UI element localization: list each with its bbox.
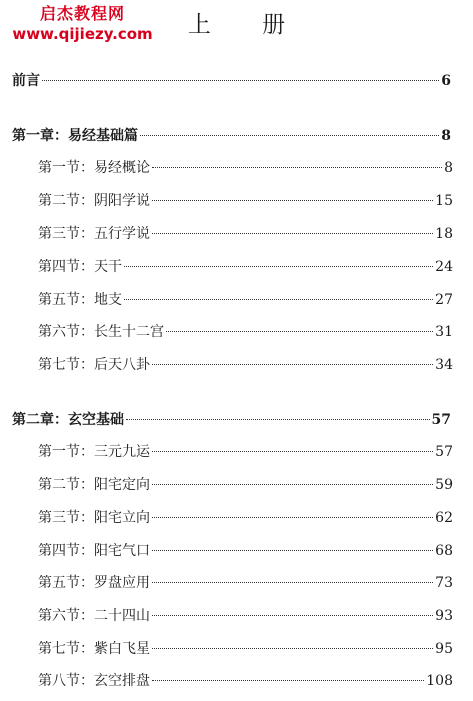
toc-entry-section[interactable] xyxy=(38,442,453,462)
toc-entry-page: 73 xyxy=(435,575,453,591)
toc-entry-label: 第六节：长生十二宫 xyxy=(38,324,164,340)
toc-entry-label: 第一节：三元九运 xyxy=(38,444,150,460)
toc-entry-page: 24 xyxy=(435,259,453,275)
toc-entry-section[interactable] xyxy=(38,508,453,528)
toc-entry-label: 第六节：二十四山 xyxy=(38,608,150,624)
toc-entry-label: 第三节：五行学说 xyxy=(38,226,150,242)
toc-entry-page: 62 xyxy=(435,510,453,526)
toc-entry-page: 8 xyxy=(441,128,451,144)
dot-leader xyxy=(152,484,433,485)
toc-entry-label: 第七节：紫白飞星 xyxy=(38,641,150,657)
toc-entry-page: 95 xyxy=(435,641,453,657)
toc-entry-section[interactable] xyxy=(38,639,453,659)
dot-leader xyxy=(152,582,433,583)
toc-entry-page: 8 xyxy=(444,160,453,176)
toc-entry-page: 68 xyxy=(435,543,453,559)
toc-entry-page: 6 xyxy=(441,73,451,89)
toc-entry-section[interactable] xyxy=(38,573,453,593)
toc-entry-page: 34 xyxy=(435,357,453,373)
dot-leader xyxy=(152,550,433,551)
toc-entry-page: 18 xyxy=(435,226,453,242)
page-title: 上 册 xyxy=(187,12,308,38)
toc-entry-label: 前言 xyxy=(12,73,40,89)
toc-entry-page: 31 xyxy=(435,324,453,340)
toc-entry-preface[interactable] xyxy=(12,71,451,91)
toc-entry-page: 93 xyxy=(435,608,453,624)
dot-leader xyxy=(152,364,433,365)
dot-leader xyxy=(152,233,433,234)
dot-leader xyxy=(126,419,430,420)
toc-entry-section[interactable] xyxy=(38,158,453,178)
toc-entry-label: 第二节：阳宅定向 xyxy=(38,477,150,493)
dot-leader xyxy=(152,451,433,452)
toc-entry-label: 第四节：天干 xyxy=(38,259,122,275)
toc-entry-label: 第八节：玄空排盘 xyxy=(38,673,150,689)
toc-entry-page: 57 xyxy=(435,444,453,460)
toc-entry-page: 108 xyxy=(426,673,453,689)
dot-leader xyxy=(124,266,433,267)
toc-entry-chapter[interactable] xyxy=(12,410,451,430)
dot-leader xyxy=(42,80,439,81)
dot-leader xyxy=(152,517,433,518)
toc-entry-section[interactable] xyxy=(38,671,453,691)
toc-entry-page: 15 xyxy=(435,193,453,209)
dot-leader xyxy=(124,299,433,300)
dot-leader xyxy=(152,648,433,649)
dot-leader xyxy=(152,680,424,681)
toc-entry-section[interactable] xyxy=(38,475,453,495)
watermark-site-name: 启杰教程网 xyxy=(39,4,125,23)
toc-entry-label: 第二章：玄空基础 xyxy=(12,412,124,428)
dot-leader xyxy=(152,200,433,201)
toc-entry-label: 第五节：罗盘应用 xyxy=(38,575,150,591)
toc-entry-label: 第五节：地支 xyxy=(38,292,122,308)
watermark-url: www.qijiezy.com xyxy=(12,25,153,43)
toc-entry-section[interactable] xyxy=(38,322,453,342)
toc-entry-section[interactable] xyxy=(38,355,453,375)
toc-entry-label: 第一节：易经概论 xyxy=(38,160,150,176)
toc-entry-section[interactable] xyxy=(38,606,453,626)
toc-entry-section[interactable] xyxy=(38,257,453,277)
toc-entry-label: 第三节：阳宅立向 xyxy=(38,510,150,526)
toc-entry-page: 57 xyxy=(431,412,451,428)
toc-entry-section[interactable] xyxy=(38,290,453,310)
dot-leader xyxy=(152,615,433,616)
toc-entry-label: 第二节：阴阳学说 xyxy=(38,193,150,209)
toc-entry-chapter[interactable] xyxy=(12,126,451,146)
toc-entry-section[interactable] xyxy=(38,191,453,211)
dot-leader xyxy=(140,135,439,136)
toc-entry-section[interactable] xyxy=(38,224,453,244)
toc-entry-label: 第七节：后天八卦 xyxy=(38,357,150,373)
dot-leader xyxy=(152,167,442,168)
toc-entry-label: 第四节：阳宅气口 xyxy=(38,543,150,559)
toc-entry-page: 27 xyxy=(435,292,453,308)
toc-entry-label: 第一章：易经基础篇 xyxy=(12,128,138,144)
dot-leader xyxy=(166,331,433,332)
toc-entry-page: 59 xyxy=(435,477,453,493)
toc-entry-section[interactable] xyxy=(38,541,453,561)
